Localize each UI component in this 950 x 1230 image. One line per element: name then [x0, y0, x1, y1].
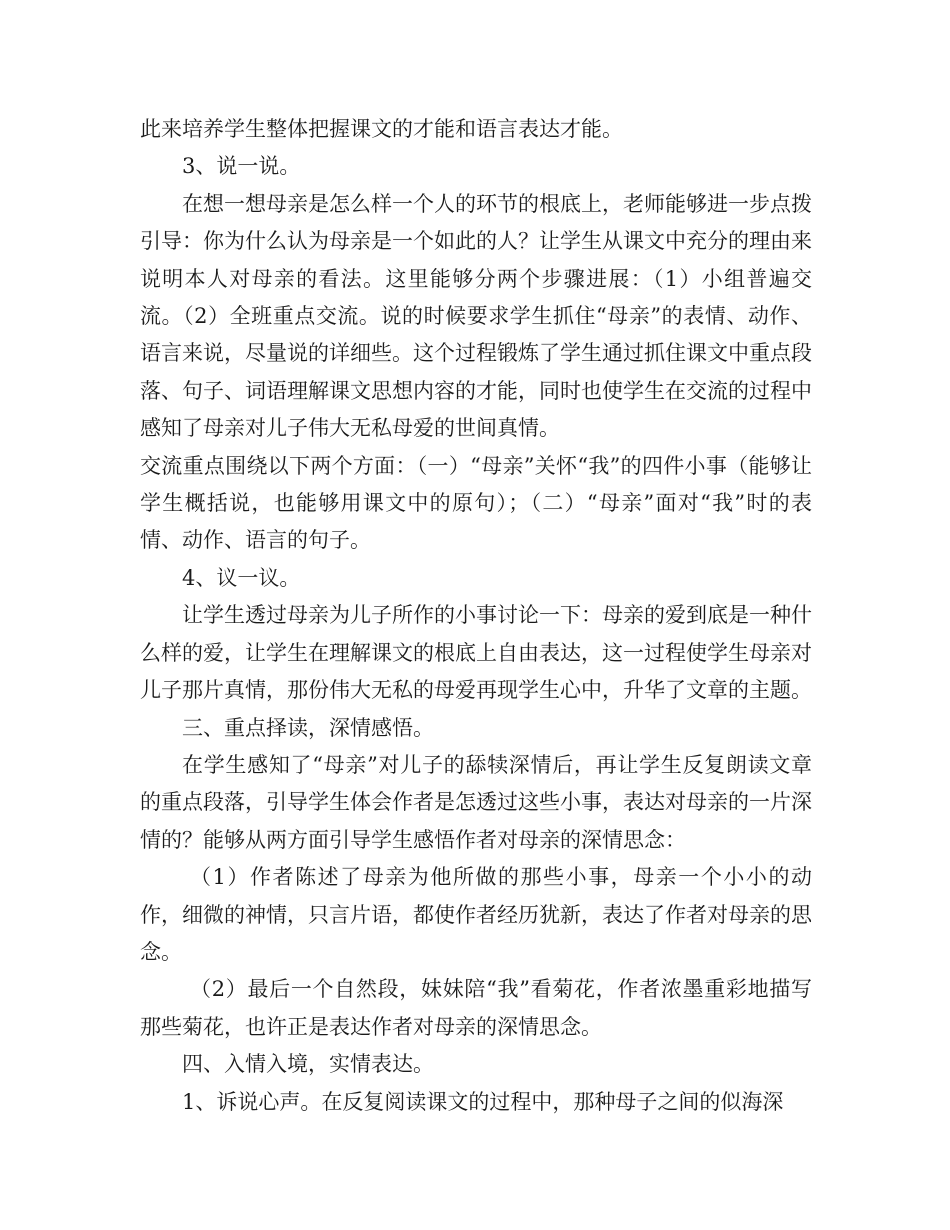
heading-step-3: 3、说一说。: [182, 154, 301, 179]
paragraph-point-1: （1）作者陈述了母亲为他所做的那些小事，母亲一个小小的动作，细微的神情，只言片语，都使作者经历犹新，表达了作者对母亲的思念。: [140, 865, 812, 964]
paragraph-step-1: 1、诉说心声。在反复阅读课文的过程中，那种母子之间的似海深: [182, 1089, 784, 1114]
paragraph-point-2: （2）最后一个自然段，妹妹陪“我”看菊花，作者浓墨重彩地描写那些菊花，也许正是表达作者对母亲的深情思念。: [140, 977, 812, 1039]
heading-step-4: 4、议一议。: [182, 565, 301, 590]
heading-section-4: 四、入情入境，实情表达。: [182, 1052, 434, 1077]
paragraph-continuation: 此来培养学生整体把握课文的才能和语言表达才能。: [140, 117, 623, 141]
paragraph-key-reading: 在学生感知了“母亲”对儿子的舔犊深情后，再让学生反复朗读文章的重点段落，引导学生体会作者是怎透过这些小事，表达对母亲的一片深情的？能够从两方面引导学生感悟作者对母亲的深情思念：: [140, 752, 812, 852]
paragraph-discussion-guidance: 在想一想母亲是怎么样一个人的环节的根底上，老师能够进一步点拨引导：你为什么认为母亲是一个如此的人？让学生从课文中充分的理由来说明本人对母亲的看法。这里能够分两个步骤进展：（1）小组普遍交流。（2）全班重点交流。说的时候要求学生抓住“母亲”的表情、动作、语言来说，尽量说的详细些。这个过程锻炼了学生通过抓住课文中重点段落、句子、词语理解课文思想内容的才能，同时也使学生在交流的过程中感知了母亲对儿子伟大无私母爱的世间真情。: [140, 191, 812, 441]
paragraph-exchange-focus: 交流重点围绕以下两个方面：（一）“母亲”关怀“我”的四件小事（能够让学生概括说，也能够用课文中的原句）；（二）“母亲”面对“我”时的表情、动作、语言的句子。: [140, 453, 812, 553]
heading-section-3: 三、重点择读，深情感悟。: [182, 715, 434, 740]
document-body: [140, 111, 812, 1121]
paragraph-debate: 让学生透过母亲为儿子所作的小事讨论一下：母亲的爱到底是一种什么样的爱，让学生在理解课文的根底上自由表达，这一过程使学生母亲对儿子那片真情，那份伟大无私的母爱再现学生心中，升华了文章的主题。: [140, 603, 812, 703]
